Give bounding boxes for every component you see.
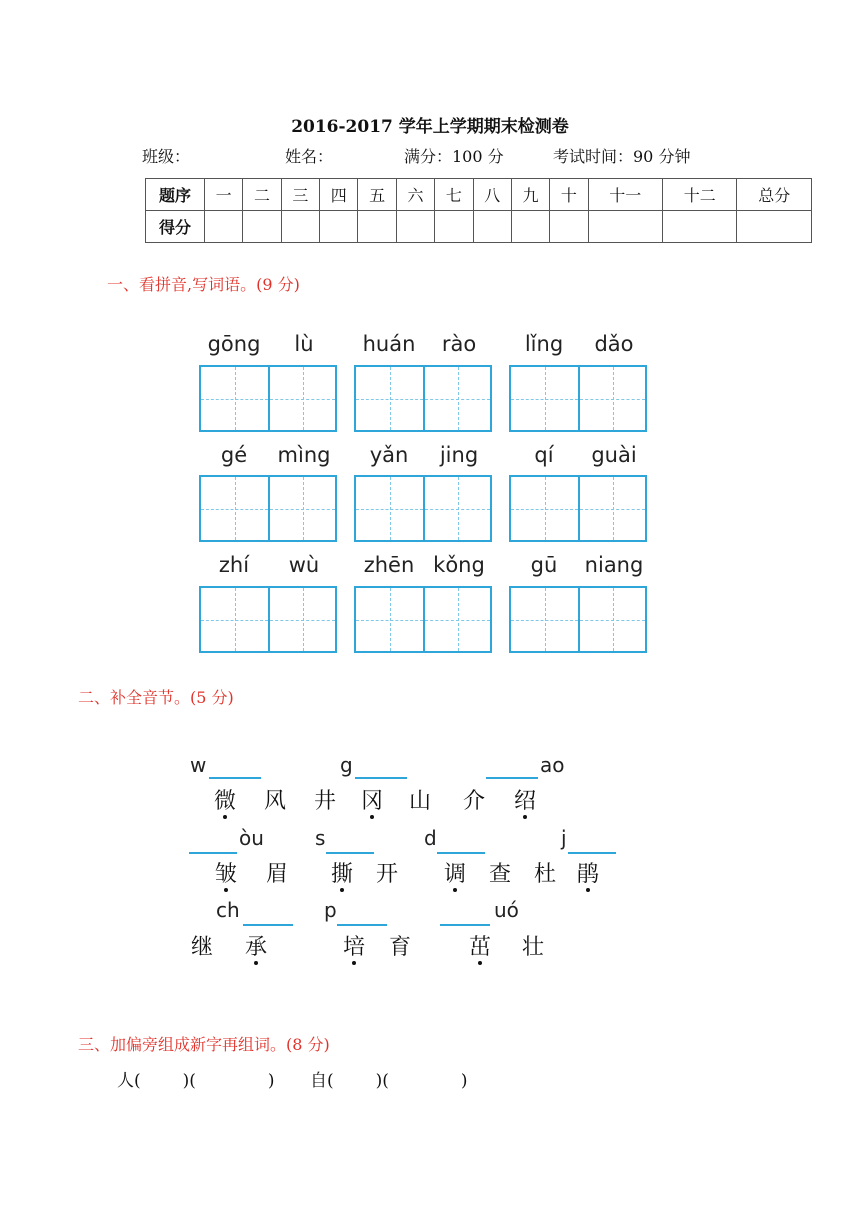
emphasis-dot [478,961,482,965]
pinyin: rào [441,332,477,356]
pinyin: kǒng [433,553,485,577]
score-col-8: 八 [473,179,511,211]
syllable-blank[interactable] [243,924,293,926]
pinyin: zhí [218,553,250,577]
pinyin: zhēn [363,553,415,577]
score-col-1: 一 [205,179,243,211]
word-char: 壮 [522,935,545,960]
score-cell[interactable] [243,211,281,243]
score-col-6: 六 [396,179,434,211]
word-char: 调 [444,862,467,887]
word-char: 茁 [469,935,492,960]
writing-grid[interactable] [354,475,492,542]
word-char: 介 [463,789,486,814]
writing-grid[interactable] [509,586,647,653]
word-char: 撕 [331,862,354,887]
score-cell[interactable] [588,211,662,243]
syllable-final: òu [239,826,264,850]
radical-char: 自 [310,1071,327,1091]
syllable-blank[interactable] [568,852,616,854]
class-label: 班级： [142,147,191,166]
score-cell-total[interactable] [737,211,812,243]
section-1-title: 一、看拼音,写词语。(9 分) [107,275,300,294]
pinyin: lǐng [524,332,564,356]
exam-title: 2016-2017 学年上学期期末检测卷 [291,117,569,137]
score-cell[interactable] [281,211,319,243]
section-3-title: 三、加偏旁组成新字再组词。(8 分) [78,1035,330,1054]
emphasis-dot [370,815,374,819]
writing-grid[interactable] [199,586,337,653]
score-cell[interactable] [396,211,434,243]
score-cell[interactable] [358,211,396,243]
emphasis-dot [223,815,227,819]
syllable-blank[interactable] [486,777,538,779]
writing-grid[interactable] [199,365,337,432]
syllable-initial: ch [216,898,240,922]
score-col-7: 七 [435,179,473,211]
word-char: 皱 [215,862,238,887]
pinyin: gū [530,553,558,577]
writing-grid[interactable] [354,586,492,653]
word-char: 开 [376,862,399,887]
score-cell[interactable] [663,211,737,243]
exam-time: 考试时间：90 分钟 [553,147,691,166]
writing-grid[interactable] [199,475,337,542]
pinyin: qí [534,443,554,467]
score-col-total: 总分 [737,179,812,211]
score-col-5: 五 [358,179,396,211]
pinyin: dǎo [594,332,634,356]
score-cell[interactable] [550,211,588,243]
word-char: 微 [214,789,237,814]
writing-grid[interactable] [354,365,492,432]
syllable-initial: d [424,826,437,850]
syllable-initial: s [315,826,326,850]
pinyin: wù [288,553,320,577]
score-cell[interactable] [435,211,473,243]
radical-char: 人 [117,1071,134,1091]
emphasis-dot [340,888,344,892]
word-char: 井 [314,789,337,814]
name-label: 姓名： [285,147,334,166]
pinyin: huán [362,332,416,356]
pinyin: gōng [207,332,261,356]
word-char: 杜 [534,862,557,887]
word-char: 继 [191,935,214,960]
emphasis-dot [254,961,258,965]
pinyin: mìng [277,443,331,467]
word-char: 鹃 [577,862,600,887]
word-char: 眉 [266,862,289,887]
emphasis-dot [352,961,356,965]
syllable-initial: w [190,753,207,777]
score-cell[interactable] [205,211,243,243]
score-table-head-label: 题序 [146,179,205,211]
pinyin: jing [439,443,479,467]
emphasis-dot [586,888,590,892]
score-col-11: 十一 [588,179,662,211]
syllable-blank[interactable] [440,924,490,926]
word-char: 育 [389,935,412,960]
score-col-4: 四 [320,179,358,211]
word-char: 承 [245,935,268,960]
emphasis-dot [523,815,527,819]
emphasis-dot [224,888,228,892]
syllable-blank[interactable] [337,924,387,926]
writing-grid[interactable] [509,475,647,542]
score-col-12: 十二 [663,179,737,211]
score-col-2: 二 [243,179,281,211]
pinyin: guài [591,443,637,467]
score-col-10: 十 [550,179,588,211]
emphasis-dot [453,888,457,892]
score-table-header-row [146,179,812,211]
syllable-initial: g [340,753,353,777]
score-cell[interactable] [511,211,549,243]
score-table-score-label: 得分 [146,211,205,243]
score-col-3: 三 [281,179,319,211]
radical-item-2: 自( )( ) [310,1071,468,1091]
syllable-initial: j [561,826,567,850]
score-table-score-row [146,211,812,243]
syllable-blank[interactable] [326,852,374,854]
pinyin: niang [584,553,644,577]
writing-grid[interactable] [509,365,647,432]
syllable-final: ao [540,753,565,777]
syllable-blank[interactable] [209,777,261,779]
radical-item-1: 人( )( ) [117,1071,275,1091]
word-char: 山 [409,789,432,814]
syllable-blank[interactable] [437,852,485,854]
score-cell[interactable] [473,211,511,243]
syllable-blank[interactable] [189,852,237,854]
syllable-initial: p [324,898,337,922]
score-cell[interactable] [320,211,358,243]
score-table [145,178,812,243]
syllable-blank[interactable] [355,777,407,779]
syllable-final: uó [494,898,519,922]
word-char: 绍 [514,789,537,814]
word-char: 风 [264,789,287,814]
word-char: 培 [343,935,366,960]
word-char: 冈 [361,789,384,814]
section-2-title: 二、补全音节。(5 分) [78,688,234,707]
pinyin: gé [220,443,248,467]
word-char: 查 [489,862,512,887]
score-col-9: 九 [511,179,549,211]
full-score: 满分：100 分 [404,147,504,166]
pinyin: yǎn [369,443,409,467]
pinyin: lù [294,332,314,356]
